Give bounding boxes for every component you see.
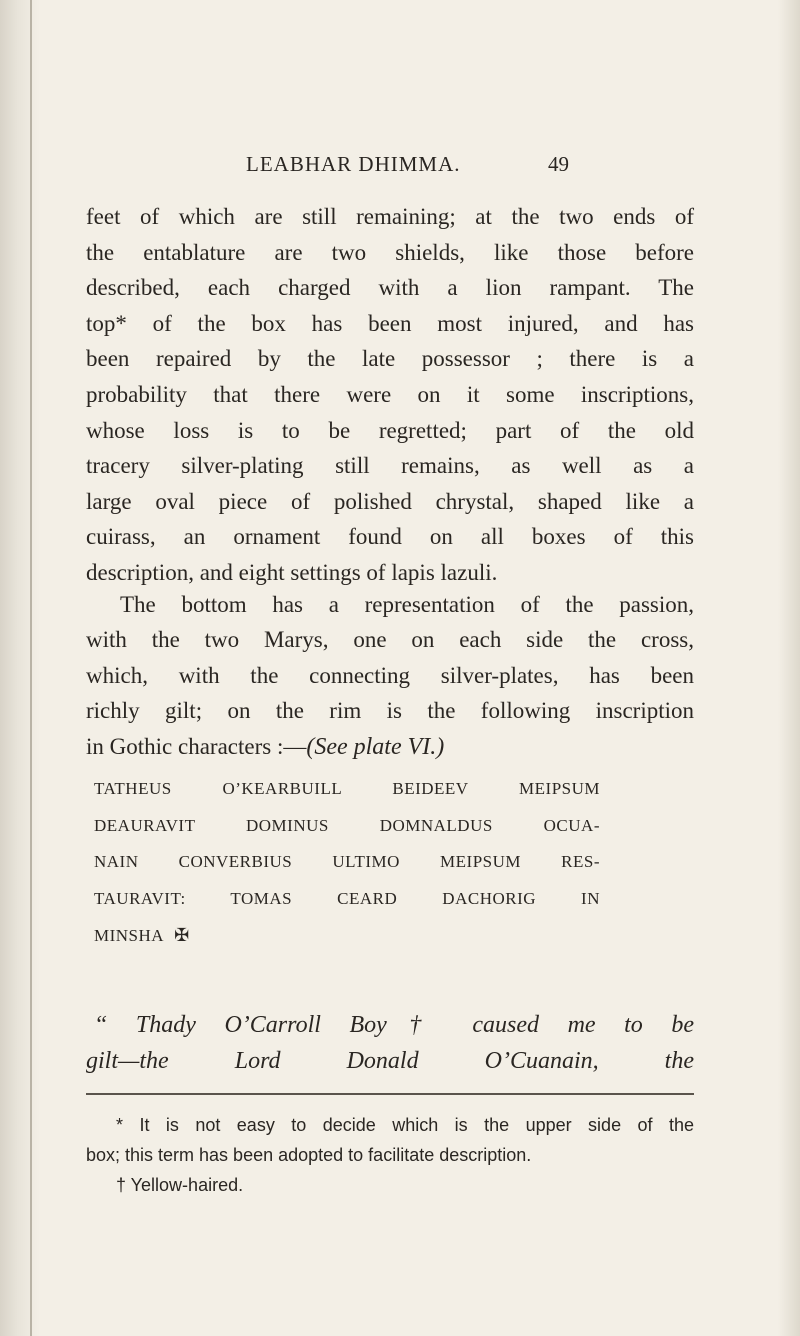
paragraph-2-body xyxy=(86,622,694,765)
translation-line: “ Thady O’Carroll Boy† caused me to be xyxy=(94,1012,694,1038)
text-line: top* of the box has been most injured, and has xyxy=(86,310,694,336)
text-line: with the two Marys, one on each side the cross, xyxy=(86,627,694,652)
text-line: tracery silver-plating still remains, as well as a xyxy=(86,453,694,479)
page-number: 49 xyxy=(548,152,569,176)
footnote-line: * It is not easy to decide which is the upper side of the xyxy=(116,1115,694,1135)
inscription-line: NAIN CONVERBIUS ULTIMO MEIPSUM RES- xyxy=(94,852,600,871)
page-gutter-shadow xyxy=(0,0,40,1336)
text-line: large oval piece of polished chrystal, shaped like a xyxy=(86,488,694,514)
cross-icon: ✠ xyxy=(174,925,190,945)
inscription-word: MINSHA xyxy=(94,926,165,945)
text-segment: in Gothic characters :— xyxy=(86,733,307,759)
text-line: probability that there were on it some inscriptions, xyxy=(86,381,694,407)
inscription-line: TAURAVIT: TOMAS CEARD DACHORIG IN xyxy=(94,888,600,908)
footnote-line: box; this term has been adopted to facilitate description. xyxy=(86,1145,532,1165)
text-line: The bottom has a representation of the passion, xyxy=(120,592,694,617)
footnote-line: † Yellow-haired. xyxy=(116,1175,244,1195)
translation xyxy=(86,1007,694,1079)
gothic-inscription xyxy=(94,771,600,955)
inscription-line: DEAURAVIT DOMINUS DOMNALDUS OCUA- xyxy=(94,815,600,835)
inscription-line xyxy=(94,917,600,955)
text-line: cuirass, an ornament found on all boxes of this xyxy=(86,524,694,550)
text-line: whose loss is to be regretted; part of the old xyxy=(86,417,694,443)
translation-line: gilt—the Lord Donald O’Cuanain, the xyxy=(86,1048,694,1074)
footnotes xyxy=(86,1110,694,1200)
text-line: richly gilt; on the rim is the following inscription xyxy=(86,698,694,724)
text-line: feet of which are still remaining; at the two ends of xyxy=(86,204,694,229)
paragraph-2 xyxy=(120,587,694,623)
text-line: which, with the connecting silver-plates, has been xyxy=(86,662,694,688)
text-line: been repaired by the late possessor ; there is a xyxy=(86,346,694,372)
page-edge-shadow xyxy=(778,0,800,1336)
text-line: the entablature are two shields, like those before xyxy=(86,239,694,265)
text-line xyxy=(86,729,694,766)
footnote-rule xyxy=(86,1093,694,1095)
running-title: LEABHAR DHIMMA. xyxy=(246,152,461,176)
running-head xyxy=(0,152,800,182)
text-line: description, and eight settings of lapis lazuli. xyxy=(86,559,498,585)
plate-reference: (See plate VI.) xyxy=(306,733,445,760)
inscription-line: TATHEUS O’KEARBUILL BEIDEEV MEIPSUM xyxy=(94,779,600,798)
text-line: described, each charged with a lion rampant. The xyxy=(86,275,694,301)
paragraph-1 xyxy=(86,199,694,591)
